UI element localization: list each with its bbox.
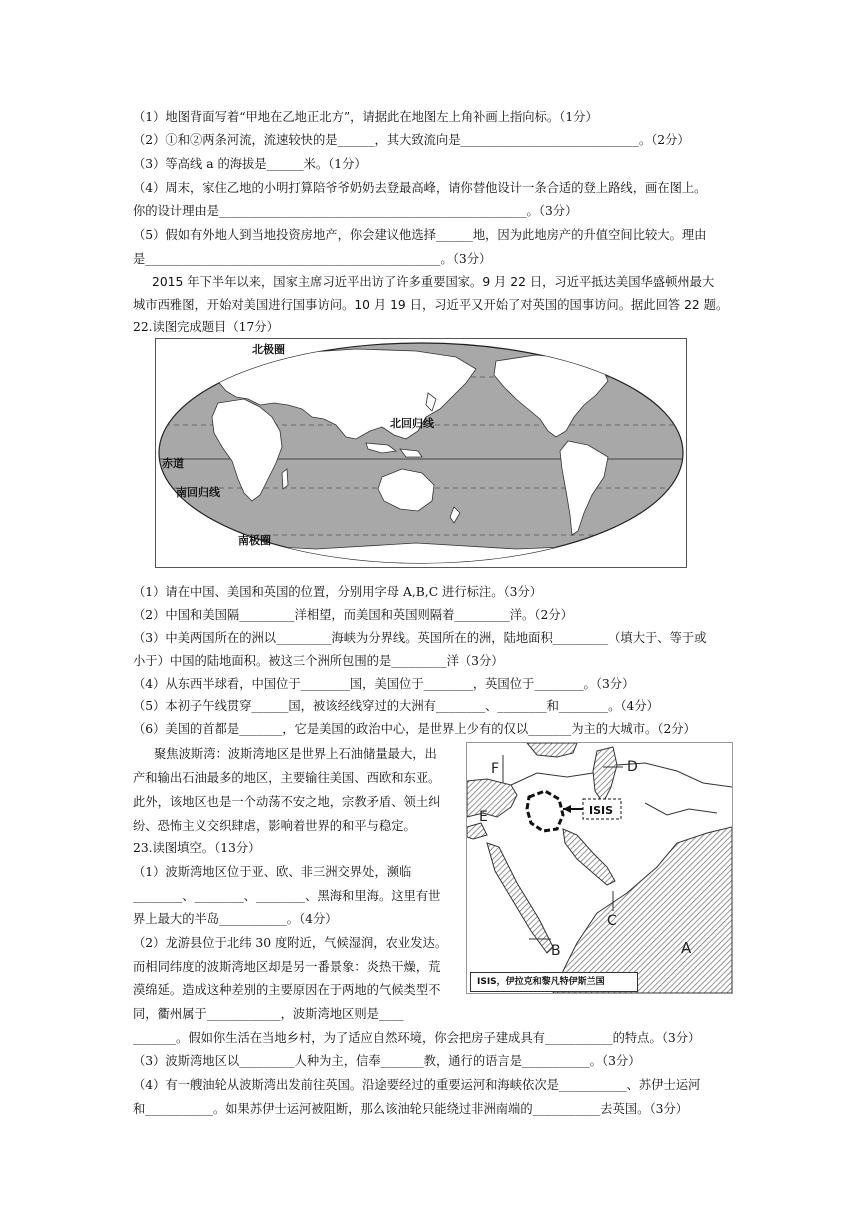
q22-line-1: （1）请在中国、美国和英国的位置，分别用字母 A,B,C 进行标注。（3分） (133, 585, 543, 599)
q21-line-1: （1）地图背面写着“甲地在乙地正北方”，请据此在地图左上角补画上指向标。（1分） (133, 110, 598, 124)
label-B: B (551, 943, 561, 959)
focus-line-2: 产和输出石油最多的地区，主要输往美国、西欧和东亚。 (133, 771, 441, 785)
arctic-circle-label: 北极圈 (252, 343, 285, 356)
tropic-capricorn-label: 南回归线 (176, 486, 220, 499)
isis-label: ISIS (589, 804, 614, 817)
q21-line-6: （5）假如有外地人到当地投资房地产，你会建议他选择______地，因为此地房产的升值空间比较大。理由 (133, 228, 707, 242)
q23-line-1: 23.读图填空。（13分） (133, 841, 261, 855)
q23-line-2: （1）波斯湾地区位于亚、欧、非三洲交界处，濒临 (133, 865, 412, 879)
label-A: A (681, 939, 692, 957)
world-map (155, 338, 687, 568)
tropic-cancer-label: 北回归线 (390, 417, 434, 430)
persian-gulf-map (466, 742, 733, 994)
equator-label: 赤道 (162, 457, 184, 470)
antarctic-circle-label: 南极圈 (238, 534, 271, 547)
q23-line-5: （2）龙游县位于北纬 30 度附近，气候湿润，农业发达。 (133, 936, 448, 950)
label-E: E (479, 809, 488, 825)
q21-line-2: （2）①和②两条河流，流速较快的是______，其大致流向是_____________________________。（2分） (133, 133, 690, 147)
q22-line-3: （3）中美两国所在的洲以_________海峡为分界线。英国所在的洲，陆地面积_________（填大于、等于或 (133, 631, 707, 645)
q23-tail-2: （3）波斯湾地区以_________人种为主，信奉_______教，通行的语言是___________。（3分） (133, 1054, 641, 1068)
focus-line-1: 聚焦波斯湾：波斯湾地区是世界上石油储量最大，出 (154, 747, 437, 761)
focus-line-3: 此外，该地区也是一个动荡不安之地，宗教矛盾、领土纠 (133, 795, 441, 809)
q23-tail-1: _______。假如你生活在当地乡村，为了适应自然环境，你会把房子建成具有___________的特点。（3分） (133, 1031, 701, 1045)
q23-line-6: 而相同纬度的波斯湾地区却是另一番景象：炎热干燥，荒 (133, 960, 441, 974)
q22-title: 22.读图完成题目（17分） (133, 320, 279, 334)
intro-line-2: 城市西雅图，开始对美国进行国事访问。10 月 19 日，习近平又开始了对英国的国事访问。据此回答 22 题。 (133, 298, 729, 312)
q23-line-7: 漠绵延。造成这种差别的主要原因在于两地的气候类型不 (133, 983, 441, 997)
q22-line-5: （4）从东西半球看，中国位于________国，美国位于________，英国位于________。（3分） (133, 677, 635, 691)
q23-line-8: 同，衢州属于____________，波斯湾地区则是____ (133, 1007, 404, 1021)
label-F: F (491, 761, 500, 777)
q22-line-7: （6）美国的首都是_______，它是美国的政治中心，是世界上少有的仅以_______为主的大城市。（2分） (133, 722, 696, 736)
q22-line-2: （2）中国和美国隔_________洋相望，而美国和英国则隔着_________洋。（2分） (133, 608, 573, 622)
q23-line-4: 界上最大的半岛___________。（4分） (133, 912, 338, 926)
label-D: D (627, 759, 638, 775)
label-C: C (607, 913, 617, 929)
gulf-map-caption: ISIS，伊拉克和黎凡特伊斯兰国 (470, 972, 638, 992)
q21-line-5: 你的设计理由是__________________________________________________。（3分） (133, 204, 578, 218)
q21-line-4: （4）周末，家住乙地的小明打算陪爷爷奶奶去登最高峰，请你替他设计一条合适的登上路线，画在图上。 (133, 181, 707, 195)
q21-line-7: 是________________________________________________。（3分） (133, 252, 492, 266)
q22-line-4: 小于）中国的陆地面积。被这三个洲所包围的是_________洋（3分） (133, 654, 504, 668)
q21-line-3: （3）等高线 a 的海拔是______米。（1分） (133, 157, 367, 171)
q23-tail-4: 和___________。如果苏伊士运河被阻断，那么该油轮只能绕过非洲南端的___________去英国。（3分） (133, 1102, 689, 1116)
focus-line-4: 纷、恐怖主义交织肆虐，影响着世界的和平与稳定。 (133, 819, 416, 833)
q22-line-6: （5）本初子午线贯穿______国，被该经线穿过的大洲有________、________和________。（4分） (133, 699, 659, 713)
q23-line-3: ________、________、________、黑海和里海。这里有世 (133, 889, 441, 903)
intro-line-1: 2015 年下半年以来，国家主席习近平出访了许多重要国家。9 月 22 日，习近平抵达美国华盛顿州最大 (152, 275, 715, 289)
q23-tail-3: （4）有一艘油轮从波斯湾出发前往英国。沿途要经过的重要运河和海峡依次是___________、苏伊士运河 (133, 1078, 701, 1092)
